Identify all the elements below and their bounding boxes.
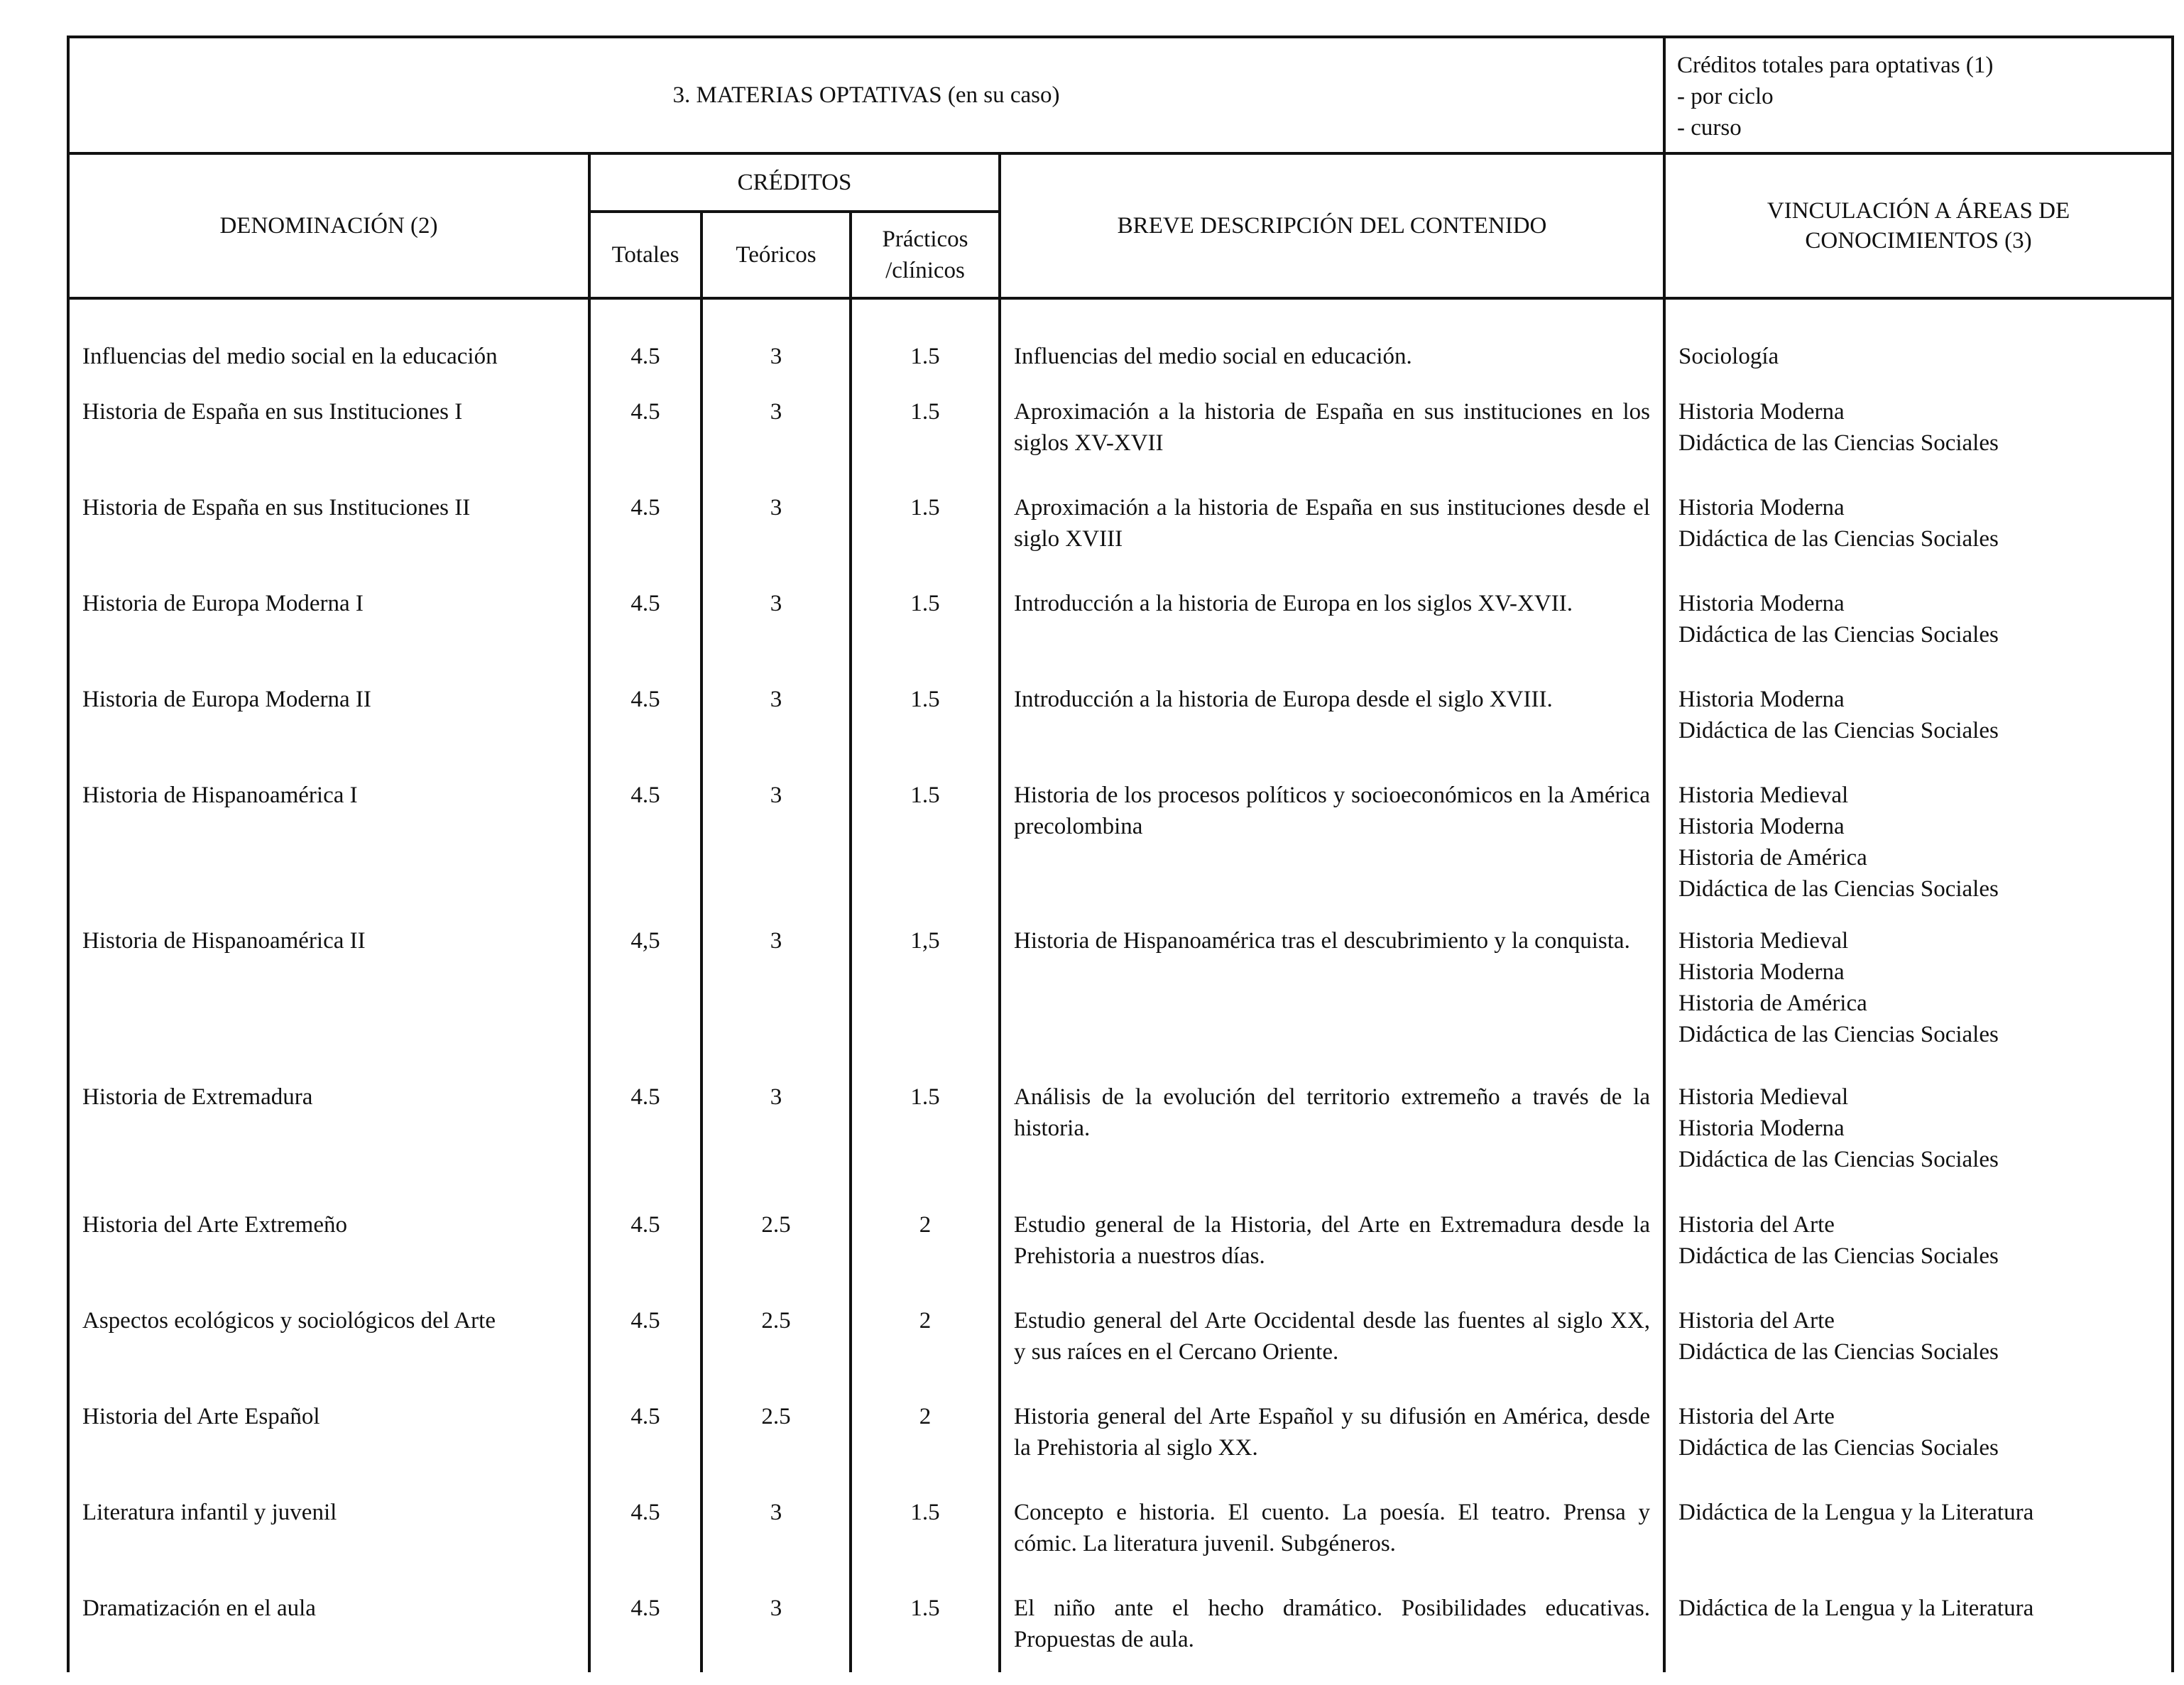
subject-name: Historia de Extremadura — [68, 1062, 589, 1189]
col-header-denominacion: DENOMINACIÓN (2) — [68, 153, 589, 298]
credits-teoricos: 3 — [701, 905, 851, 1062]
knowledge-area: Didáctica de la Lengua y la Literatura — [1678, 1500, 2034, 1525]
table-row — [68, 376, 2173, 472]
knowledge-areas — [1664, 1285, 2173, 1381]
credits-practicos: 1.5 — [851, 1477, 1000, 1573]
knowledge-area: Historia Moderna — [1678, 399, 1845, 425]
knowledge-area: Historia Moderna — [1678, 1116, 1845, 1141]
content-description: Concepto e historia. El cuento. La poesía. El teatro. Prensa y cómic. La literatura juvenil. Subgéneros. — [1000, 1477, 1664, 1573]
header-table — [67, 36, 2174, 155]
credits-practicos: 1.5 — [851, 472, 1000, 568]
credits-practicos: 1.5 — [851, 568, 1000, 664]
knowledge-areas — [1664, 905, 2173, 1062]
credits-teoricos: 3 — [701, 568, 851, 664]
credits-total-line: Créditos totales para optativas (1) — [1677, 53, 1994, 78]
content-description: Introducción a la historia de Europa en los siglos XV-XVII. — [1000, 568, 1664, 664]
credits-practicos: 2 — [851, 1381, 1000, 1477]
subject-name: Dramatización en el aula — [68, 1573, 589, 1672]
subject-name: Historia del Arte Español — [68, 1381, 589, 1477]
knowledge-area: Didáctica de las Ciencias Sociales — [1678, 430, 1999, 456]
knowledge-area: Historia de América — [1678, 845, 1867, 871]
credits-practicos: 1,5 — [851, 905, 1000, 1062]
subject-name: Literatura infantil y juvenil — [68, 1477, 589, 1573]
subject-name: Influencias del medio social en la educación — [68, 300, 589, 376]
table-row — [68, 1285, 2173, 1381]
credits-practicos: 1.5 — [851, 376, 1000, 472]
knowledge-areas — [1664, 1062, 2173, 1189]
col-header-creditos: CRÉDITOS — [589, 153, 1000, 212]
content-description: Historia general del Arte Español y su difusión en América, desde la Prehistoria al siglo XX. — [1000, 1381, 1664, 1477]
knowledge-area: Didáctica de las Ciencias Sociales — [1678, 718, 1999, 743]
knowledge-area: Historia del Arte — [1678, 1308, 1835, 1334]
subject-name: Historia de Europa Moderna I — [68, 568, 589, 664]
col-header-descripcion: BREVE DESCRIPCIÓN DEL CONTENIDO — [1000, 153, 1664, 298]
credits-practicos: 1.5 — [851, 300, 1000, 376]
knowledge-area: Historia de América — [1678, 991, 1867, 1016]
knowledge-areas — [1664, 664, 2173, 760]
content-description: Análisis de la evolución del territorio extremeño a través de la historia. — [1000, 1062, 1664, 1189]
knowledge-area: Didáctica de las Ciencias Sociales — [1678, 1243, 1999, 1269]
table-row — [68, 300, 2173, 376]
content-description: Aproximación a la historia de España en sus instituciones en los siglos XV-XVII — [1000, 376, 1664, 472]
knowledge-area: Didáctica de las Ciencias Sociales — [1678, 622, 1999, 648]
document-page — [67, 36, 2171, 1672]
knowledge-area: Historia Moderna — [1678, 687, 1845, 712]
credits-total-line: - por ciclo — [1677, 84, 1774, 109]
table-row — [68, 1573, 2173, 1672]
table-row — [68, 905, 2173, 1062]
table-row — [68, 760, 2173, 905]
knowledge-area: Historia Moderna — [1678, 495, 1845, 520]
knowledge-area: Didáctica de las Ciencias Sociales — [1678, 1147, 1999, 1172]
table-row — [68, 664, 2173, 760]
knowledge-area: Historia Medieval — [1678, 1084, 1849, 1110]
col-header-teoricos: Teóricos — [701, 212, 851, 298]
credits-totales: 4.5 — [589, 1573, 701, 1672]
credits-teoricos: 3 — [701, 664, 851, 760]
content-description: Introducción a la historia de Europa desde el siglo XVIII. — [1000, 664, 1664, 760]
knowledge-area: Didáctica de las Ciencias Sociales — [1678, 876, 1999, 902]
credits-teoricos: 2.5 — [701, 1381, 851, 1477]
knowledge-areas — [1664, 760, 2173, 905]
credits-teoricos: 3 — [701, 1573, 851, 1672]
credits-totales: 4.5 — [589, 1285, 701, 1381]
content-description: Historia de Hispanoamérica tras el descubrimiento y la conquista. — [1000, 905, 1664, 1062]
knowledge-area: Historia del Arte — [1678, 1212, 1835, 1238]
knowledge-areas — [1664, 1477, 2173, 1573]
subject-name: Historia de España en sus Instituciones II — [68, 472, 589, 568]
knowledge-areas — [1664, 300, 2173, 376]
knowledge-area: Historia Medieval — [1678, 928, 1849, 954]
table-row — [68, 1477, 2173, 1573]
credits-totales: 4,5 — [589, 905, 701, 1062]
knowledge-area: Didáctica de las Ciencias Sociales — [1678, 1435, 1999, 1461]
subject-name: Historia de Hispanoamérica II — [68, 905, 589, 1062]
col-header-totales: Totales — [589, 212, 701, 298]
subjects-table — [67, 300, 2174, 1672]
knowledge-area: Historia Moderna — [1678, 814, 1845, 839]
knowledge-areas — [1664, 1189, 2173, 1285]
credits-total-cell — [1664, 37, 2173, 153]
subject-name: Historia de España en sus Instituciones I — [68, 376, 589, 472]
knowledge-areas — [1664, 472, 2173, 568]
knowledge-area: Historia Medieval — [1678, 782, 1849, 808]
credits-totales: 4.5 — [589, 568, 701, 664]
credits-totales: 4.5 — [589, 300, 701, 376]
credits-teoricos: 3 — [701, 1062, 851, 1189]
credits-totales: 4.5 — [589, 664, 701, 760]
credits-practicos: 1.5 — [851, 1062, 1000, 1189]
credits-practicos: 2 — [851, 1285, 1000, 1381]
table-row — [68, 472, 2173, 568]
credits-totales: 4.5 — [589, 760, 701, 905]
credits-practicos: 1.5 — [851, 664, 1000, 760]
knowledge-area: Sociología — [1678, 344, 1779, 369]
credits-teoricos: 3 — [701, 300, 851, 376]
content-description: Aproximación a la historia de España en sus instituciones desde el siglo XVIII — [1000, 472, 1664, 568]
knowledge-areas — [1664, 376, 2173, 472]
subject-name: Historia de Europa Moderna II — [68, 664, 589, 760]
credits-totales: 4.5 — [589, 1381, 701, 1477]
content-description: Historia de los procesos políticos y socioeconómicos en la América precolombina — [1000, 760, 1664, 905]
credits-total-line: - curso — [1677, 115, 1742, 141]
table-row — [68, 1189, 2173, 1285]
knowledge-areas — [1664, 1381, 2173, 1477]
credits-practicos: 2 — [851, 1189, 1000, 1285]
credits-teoricos: 3 — [701, 376, 851, 472]
knowledge-area: Didáctica de la Lengua y la Literatura — [1678, 1596, 2034, 1621]
content-description: Estudio general del Arte Occidental desde las fuentes al siglo XX, y sus raíces en el Cercano Oriente. — [1000, 1285, 1664, 1381]
table-row — [68, 1381, 2173, 1477]
content-description: Influencias del medio social en educación. — [1000, 300, 1664, 376]
credits-practicos: 1.5 — [851, 1573, 1000, 1672]
knowledge-area: Historia del Arte — [1678, 1404, 1835, 1429]
credits-totales: 4.5 — [589, 1062, 701, 1189]
content-description: El niño ante el hecho dramático. Posibilidades educativas. Propuestas de aula. — [1000, 1573, 1664, 1672]
subject-name: Historia de Hispanoamérica I — [68, 760, 589, 905]
col-header-practicos: Prácticos /clínicos — [851, 212, 1000, 298]
subject-name: Aspectos ecológicos y sociológicos del Arte — [68, 1285, 589, 1381]
credits-totales: 4.5 — [589, 1477, 701, 1573]
credits-teoricos: 3 — [701, 472, 851, 568]
knowledge-area: Didáctica de las Ciencias Sociales — [1678, 1339, 1999, 1365]
knowledge-area: Historia Moderna — [1678, 591, 1845, 616]
knowledge-area: Historia Moderna — [1678, 959, 1845, 985]
knowledge-area: Didáctica de las Ciencias Sociales — [1678, 1022, 1999, 1047]
table-row — [68, 1062, 2173, 1189]
table-row — [68, 568, 2173, 664]
credits-totales: 4.5 — [589, 472, 701, 568]
knowledge-areas — [1664, 568, 2173, 664]
content-description: Estudio general de la Historia, del Arte en Extremadura desde la Prehistoria a nuestros días. — [1000, 1189, 1664, 1285]
credits-teoricos: 2.5 — [701, 1189, 851, 1285]
credits-teoricos: 2.5 — [701, 1285, 851, 1381]
credits-teoricos: 3 — [701, 760, 851, 905]
subject-name: Historia del Arte Extremeño — [68, 1189, 589, 1285]
column-header-table — [67, 152, 2174, 300]
credits-totales: 4.5 — [589, 376, 701, 472]
knowledge-area: Didáctica de las Ciencias Sociales — [1678, 526, 1999, 552]
section-title: 3. MATERIAS OPTATIVAS (en su caso) — [68, 37, 1664, 153]
col-header-vinculacion: VINCULACIÓN A ÁREAS DE CONOCIMIENTOS (3) — [1664, 153, 2173, 298]
credits-practicos: 1.5 — [851, 760, 1000, 905]
credits-totales: 4.5 — [589, 1189, 701, 1285]
knowledge-areas — [1664, 1573, 2173, 1672]
credits-teoricos: 3 — [701, 1477, 851, 1573]
